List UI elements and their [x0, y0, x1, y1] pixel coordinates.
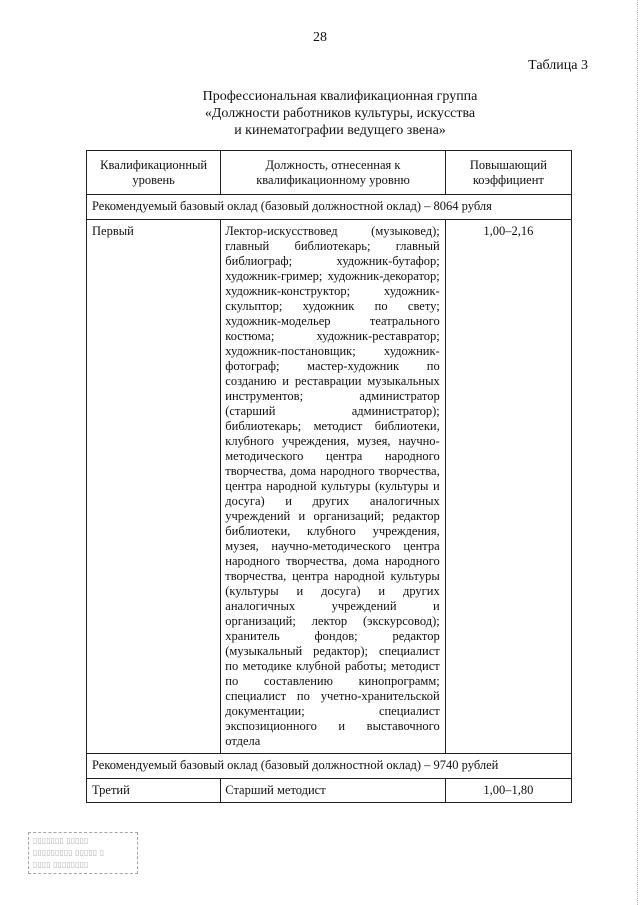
- page-number: 28: [313, 30, 327, 45]
- coefficient-cell: 1,00–1,80: [445, 779, 571, 803]
- table-caption: [150, 88, 530, 139]
- caption-line-2: «Должности работников культуры, искусства: [204, 106, 476, 121]
- salary-row: [87, 195, 572, 220]
- qualification-table: [86, 150, 572, 803]
- positions-text: Старший методист: [225, 783, 326, 797]
- positions-cell: [221, 220, 445, 754]
- header-position: Должность, отнесенная к квалификационному уровню: [221, 151, 445, 195]
- header-level: Квалификационный уровень: [87, 151, 221, 195]
- table-header-row: [87, 151, 572, 195]
- coefficient-cell: 1,00–2,16: [445, 220, 571, 754]
- salary-cell: Рекомендуемый базовый оклад (базовый должностной оклад) – 9740 рублей: [87, 754, 572, 779]
- table-label: Таблица 3: [528, 58, 588, 73]
- positions-text: Лектор-искусствовед (музыковед); главный библиотекарь; главный библиограф; художник-бутафор; художник-гример; художник-декоратор; художник-конструктор; художник-скульптор; художник по свету; художник-модельер театрального костюма; художник-реставратор; художник-постановщик; художник-фотограф; мастер-художник по созданию и реставрации музыкальных инструментов; администратор (старший администратор); библиотекарь; методист библиотеки, клубного учреждения, музея, научно-методического центра народного творчества, дома народного творчества, центра народной культуры (культуры и досуга) и других аналогичных учреждений и организаций; редактор библиотеки, клубного учреждения, музея, научно-методического центра народного творчества, дома народного творчества, центра народной культуры (культуры и досуга) и других аналогичных учреждений и организаций; лектор (экскурсовод); хранитель фондов; редактор (музыкальный редактор); специалист по методике клубной работы; методист по составлению кинопрограмм; специалист по учетно-хранительской документации; специалист экспозиционного и выставочного отдела: [225, 224, 440, 748]
- positions-cell: [221, 779, 445, 803]
- salary-row: [87, 754, 572, 779]
- level-cell: Первый: [87, 220, 221, 754]
- table-row: [87, 779, 572, 803]
- level-cell: Третий: [87, 779, 221, 803]
- faded-stamp: ▯▯▯▯▯▯▯ ▯▯▯▯▯ ▯▯▯▯▯▯▯▯▯ ▯▯▯▯▯ ▯ ▯▯▯▯ ▯▯▯▯▯▯▯▯: [28, 832, 138, 874]
- salary-cell: Рекомендуемый базовый оклад (базовый должностной оклад) – 8064 рубля: [87, 195, 572, 220]
- header-coefficient: Повышающий коэффициент: [445, 151, 571, 195]
- caption-line-1: Профессиональная квалификационная группа: [202, 89, 478, 104]
- caption-line-3: и кинематографии ведущего звена»: [234, 123, 446, 138]
- page-margin-dots: [636, 0, 638, 905]
- table-row: [87, 220, 572, 754]
